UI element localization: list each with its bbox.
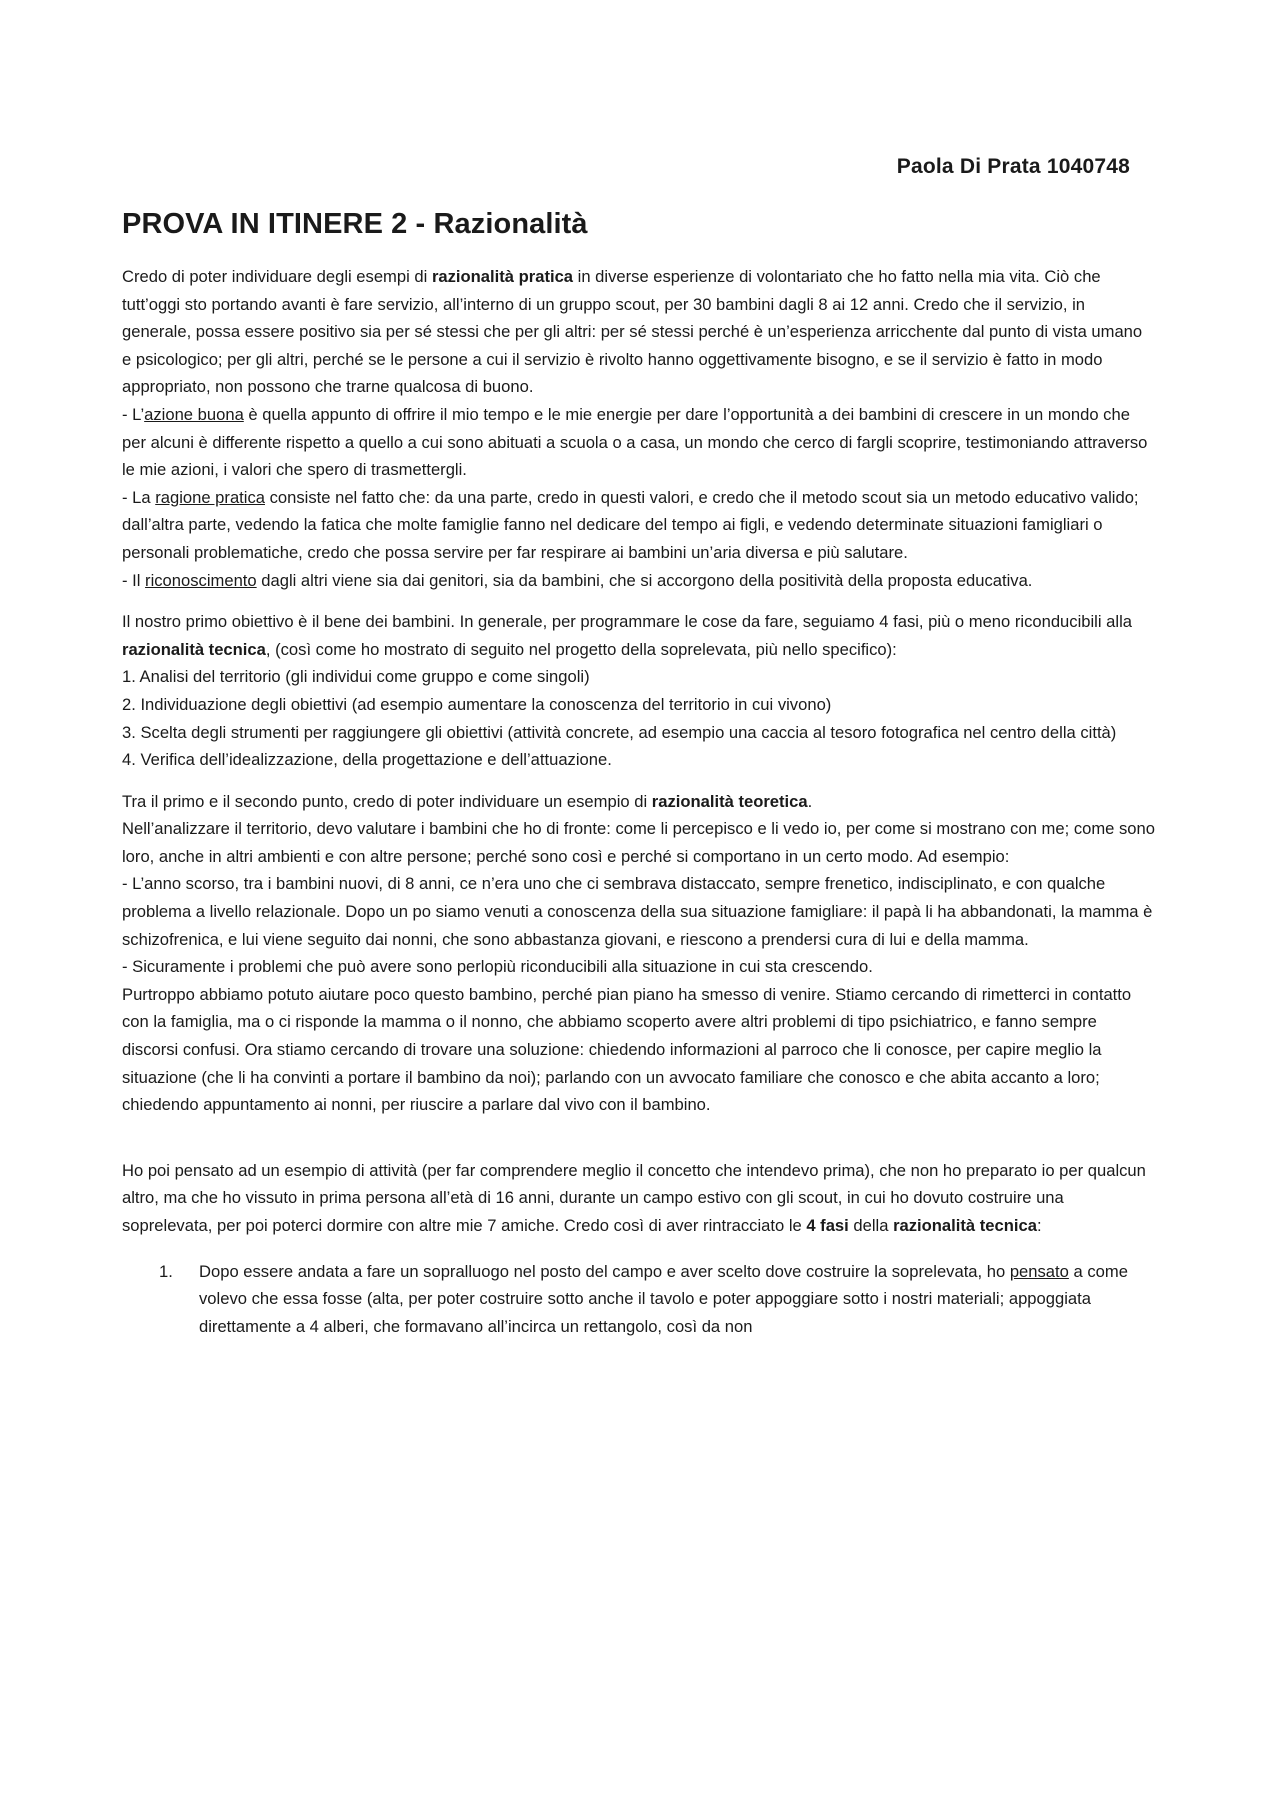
intro-line bbox=[122, 263, 1155, 401]
paragraph-theoretical-rationality bbox=[122, 788, 1155, 1119]
recognition-line bbox=[122, 567, 1155, 595]
text-line: - Sicuramente i problemi che può avere sono perlopiù riconducibili alla situazione in cui sta crescendo. bbox=[122, 957, 873, 977]
practical-reason-line bbox=[122, 484, 1155, 567]
text-run: Dopo essere andata a fare un sopralluogo nel posto del campo e aver scelto dove costruire la soprelevata, ho bbox=[199, 1261, 1010, 1281]
text-run: dagli altri viene sia dai genitori, sia da bambini, che si accorgono della positività della proposta educativa. bbox=[256, 570, 1033, 590]
underlined-term: pensato bbox=[1009, 1261, 1069, 1281]
phase-item: 3. Scelta degli strumenti per raggiungere gli obiettivi (attività concrete, ad esempio una caccia al tesoro fotografica nel centro della città) bbox=[122, 722, 1117, 742]
bold-term: razionalità tecnica bbox=[893, 1216, 1037, 1235]
bold-term: razionalità teoretica bbox=[651, 791, 808, 811]
bold-term: razionalità tecnica bbox=[122, 639, 266, 659]
text-run: della bbox=[848, 1216, 894, 1235]
paragraph-technical-phases bbox=[122, 608, 1155, 774]
text-line: Purtroppo abbiamo potuto aiutare poco questo bambino, perché pian piano ha smesso di venire. Stiamo cercando di rimetterci in contatto con la famiglia, ma o ci risponde la mamma o il nonno, che abbiamo scoperto avere altri problemi di tipo psichiatrico, e fanno sempre discorsi confusi. Ora stiamo cercando di trovare una soluzione: chiedendo informazioni al parroco che li conosce, per capire meglio la situazione (che li ha convinti a portare il bambino da noi); parlando con un avvocato familiare che conosco e che abita accanto a loro; chiedendo appuntamento ai nonni, per riuscire a parlare dal vivo con il bambino. bbox=[122, 984, 1132, 1115]
underlined-term: riconoscimento bbox=[145, 570, 257, 590]
bold-term: razionalità pratica bbox=[431, 267, 574, 286]
phase-item: 4. Verifica dell’idealizzazione, della progettazione e dell’attuazione. bbox=[122, 750, 612, 770]
text-run: a come volevo che essa fosse (alta, per poter costruire sotto anche il tavolo e poter appoggiare sotto i nostri materiali; appoggiata direttamente a 4 alberi, che formavano all’incirca un rettangolo, così da non bbox=[199, 1261, 1128, 1336]
text-run: - La bbox=[122, 487, 156, 507]
text-run: : bbox=[1036, 1216, 1042, 1235]
list-number: 1. bbox=[159, 1261, 173, 1281]
text-run: Ho poi pensato ad un esempio di attività (per far comprendere meglio il concetto che intendevo prima), che non ho preparato io per qualcun altro, ma che ho vissuto in prima persona all’età di 16 anni, durante un campo estivo con gli scout, in cui ho dovuto costruire una soprelevata, per poi poterci dormire con altre mie 7 amiche. Credo così di aver rintracciato le bbox=[122, 1160, 1146, 1235]
text-run: consiste nel fatto che: da una parte, credo in questi valori, e credo che il metodo scout sia un metodo educativo valido; dall’altra parte, vedendo la fatica che molte famiglie fanno nel dedicare del tempo ai figli, e vedendo determinate situazioni famigliari o personali problematiche, credo che possa servire per far respirare ai bambini un’aria diversa e più salutare. bbox=[122, 487, 1139, 562]
author-name: Paola Di Prata 1040748 bbox=[896, 155, 1130, 178]
underlined-term: azione buona bbox=[144, 404, 244, 424]
page-title: PROVA IN ITINERE 2 - Razionalità bbox=[122, 208, 588, 240]
text-run: - L’ bbox=[122, 404, 145, 424]
phases-intro-line bbox=[122, 608, 1155, 663]
text-run: . bbox=[807, 791, 813, 811]
bold-term: 4 fasi bbox=[806, 1216, 849, 1235]
theoretical-intro-line bbox=[122, 788, 1155, 816]
text-run: Tra il primo e il secondo punto, credo di poter individuare un esempio di bbox=[122, 791, 652, 811]
text-run: Il nostro primo obiettivo è il bene dei bambini. In generale, per programmare le cose da fare, seguiamo 4 fasi, più o meno riconducibili alla bbox=[122, 612, 1132, 632]
text-line: Nell’analizzare il territorio, devo valutare i bambini che ho di fronte: come li percepisco e li vedo io, per come si mostrano con me; come sono loro, anche in altri ambienti e con altre persone; perché sono così e perché si comportano in un certo modo. Ad esempio: bbox=[122, 819, 1155, 866]
text-run: - Il bbox=[122, 570, 146, 590]
paragraph-practical-rationality bbox=[122, 263, 1155, 594]
list-item bbox=[122, 1258, 1155, 1341]
text-run: , (così come ho mostrato di seguito nel progetto della soprelevata, più nello specifico): bbox=[265, 639, 897, 659]
phase-item: 1. Analisi del territorio (gli individui come gruppo e come singoli) bbox=[122, 667, 590, 687]
text-line: - L’anno scorso, tra i bambini nuovi, di 8 anni, ce n’era uno che ci sembrava distaccato, sempre frenetico, indisciplinato, e con qualche problema a livello relazionale. Dopo un po siamo venuti a conoscenza della sua situazione famigliare: il papà li ha abbandonati, la mamma è schizofrenica, e lui viene seguito dai nonni, che sono abbastanza giovani, e riescono a prendersi cura di lui e della mamma. bbox=[122, 874, 1153, 949]
text-run: è quella appunto di offrire il mio tempo e le mie energie per dare l’opportunità a dei bambini di crescere in un mondo che per alcuni è differente rispetto a quello a cui sono abituati a scuola o a casa, un mondo che cerco di fargli scoprire, testimoniando attraverso le mie azioni, i valori che spero di trasmettergli. bbox=[122, 404, 1148, 480]
phase-item: 2. Individuazione degli obiettivi (ad esempio aumentare la conoscenza del territorio in cui vivono) bbox=[122, 694, 832, 714]
text-run: in diverse esperienze di volontariato che ho fatto nella mia vita. Ciò che tutt’oggi sto portando avanti è fare servizio, all’interno di un gruppo scout, per 30 bambini dagli 8 ai 12 anni. Credo che il servizio, in generale, possa essere positivo sia per sé stessi che per gli altri: per sé stessi perché è un’esperienza arricchente dal punto di vista umano e psicologico; per gli altri, perché se le persone a cui il servizio è rivolto hanno oggettivamente bisogno, e se il servizio è fatto in modo appropriato, non possono che trarne qualcosa di buono. bbox=[122, 267, 1143, 397]
paragraph-activity-example bbox=[122, 1157, 1155, 1240]
underlined-term: ragione pratica bbox=[155, 487, 265, 507]
text-run: Credo di poter individuare degli esempi di bbox=[122, 267, 432, 286]
steps-list bbox=[122, 1258, 1155, 1341]
good-action-line bbox=[122, 401, 1155, 484]
